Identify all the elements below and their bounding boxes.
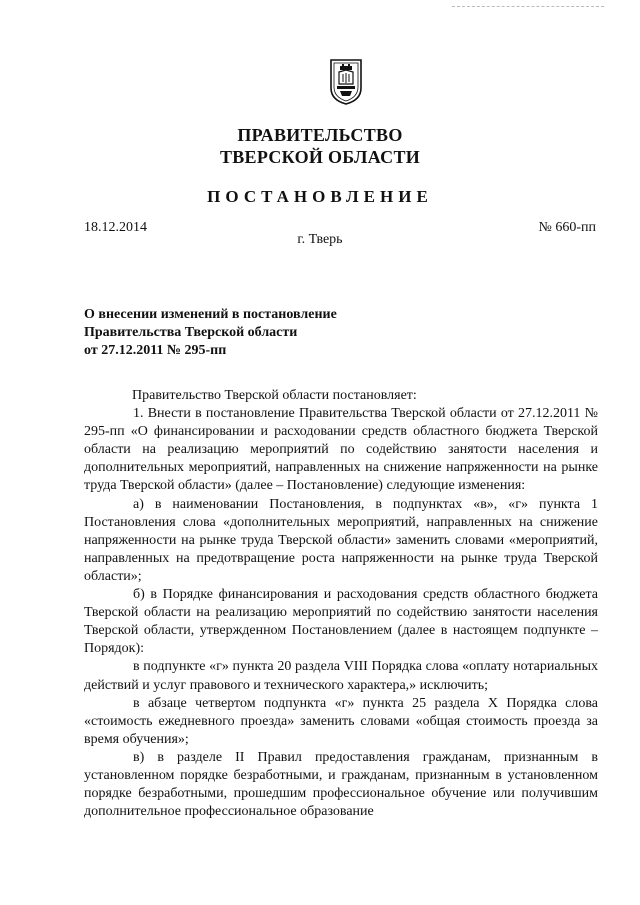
subject-line: О внесении изменений в постановление (84, 307, 337, 322)
document-body (84, 387, 598, 821)
document-date: 18.12.2014 (84, 220, 147, 235)
government-title-line1: ПРАВИТЕЛЬСТВО (237, 125, 403, 145)
subject-line: Правительства Тверской области (84, 325, 298, 340)
body-paragraph: в абзаце четвертом подпункта «г» пункта 25 раздела X Порядка слова «стоимость ежедневного проезда» заменить словами «общая стоимость проезда за время обучения»; (84, 695, 598, 747)
body-paragraph: в подпункте «г» пункта 20 раздела VIII Порядка слова «оплату нотариальных действий и услуг правового и технического характера,» исключить; (84, 659, 598, 693)
document-subject (84, 306, 337, 360)
government-title-line2: ТВЕРСКОЙ ОБЛАСТИ (219, 147, 421, 167)
document-type: ПОСТАНОВЛЕНИЕ (207, 187, 433, 206)
body-paragraph: а) в наименовании Постановления, в подпунктах «в», «г» пункта 1 Постановления слова «дополнительных мероприятий, направленных на снижение напряженности на рынке труда Тверской области» заменить словами «мероприятий, направленных на предотвращение роста напряженности на рынке труда Тверской области»; (84, 496, 598, 584)
coat-of-arms-icon (328, 58, 364, 106)
body-paragraph: в) в разделе II Правил предоставления гражданам, признанным в установленном порядке безработными, и гражданам, признанным в установленном порядке безработными, прошедшим профессиональное обучение или получившим дополнительное профессиональное образование (84, 749, 598, 820)
body-paragraph: 1. Внести в постановление Правительства Тверской области от 27.12.2011 № 295-пп «О финансировании и расходовании средств областного бюджета Тверской области на реализацию мероприятий по содействию занятости населения и дополнительных мероприятий, направленных на снижение напряженности на рынке труда Тверской области» (далее – Постановление) следующие изменения: (84, 406, 598, 494)
top-scan-line (452, 6, 604, 7)
document-city: г. Тверь (297, 232, 343, 247)
body-paragraph: Правительство Тверской области постановляет: (132, 388, 417, 403)
body-paragraph: б) в Порядке финансирования и расходования средств областного бюджета Тверской области на реализацию мероприятий по содействию занятости населения Тверской области, утвержденном Постановлением (далее в настоящем подпункте – Порядок): (84, 587, 598, 657)
document-number: № 660-пп (538, 220, 596, 235)
subject-line: от 27.12.2011 № 295-пп (84, 343, 227, 358)
